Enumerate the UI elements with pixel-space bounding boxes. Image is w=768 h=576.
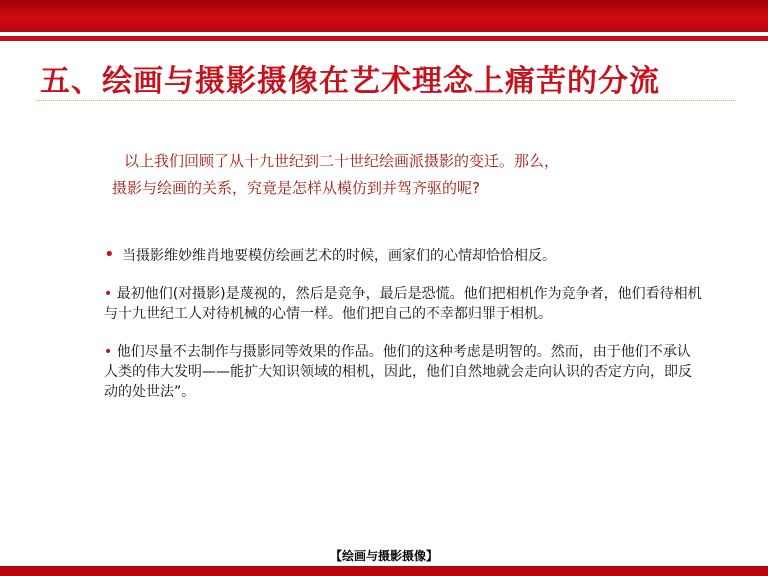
bullet-item-1 bbox=[104, 246, 704, 266]
top-red-stripe bbox=[0, 36, 768, 41]
bullet-dot-icon: • bbox=[104, 244, 115, 265]
slide-title: 五、绘画与摄影摄像在艺术理念上痛苦的分流 bbox=[40, 64, 660, 99]
bullet-dot-icon: • bbox=[104, 286, 113, 302]
top-red-band bbox=[0, 0, 768, 32]
bottom-red-band bbox=[0, 566, 768, 576]
bullet-text-2: 最初他们(对摄影)是蔑视的，然后是竞争，最后是恐慌。他们把相机作为竞争者，他们看待相机与十九世纪工人对待机械的心情一样。他们把自己的不幸都归罪于相机。 bbox=[104, 286, 702, 322]
bullet-list bbox=[104, 246, 704, 402]
bullet-text-1: 当摄影维妙维肖地要模仿绘画艺术的时候，画家们的心情却恰恰相反。 bbox=[122, 248, 556, 264]
intro-paragraph bbox=[112, 148, 672, 202]
intro-line-1: 以上我们回顾了从十九世纪到二十世纪绘画派摄影的变迁。那么， bbox=[124, 152, 560, 170]
intro-line-2: 摄影与绘画的关系，究竟是怎样从模仿到并驾齐驱的呢? bbox=[112, 179, 480, 197]
bullet-text-3: 他们尽量不去制作与摄影同等效果的作品。他们的这种考虑是明智的。然而，由于他们不承认人类的伟大发明——能扩大知识领域的相机，因此，他们自然地就会走向认识的否定方向，即反动的处世法”。 bbox=[104, 344, 692, 400]
bullet-item-3 bbox=[104, 342, 704, 402]
title-divider bbox=[36, 100, 736, 101]
bullet-item-2 bbox=[104, 284, 704, 324]
footer-label: 【绘画与摄影摄像】 bbox=[329, 549, 438, 563]
bullet-dot-icon: • bbox=[104, 344, 113, 360]
